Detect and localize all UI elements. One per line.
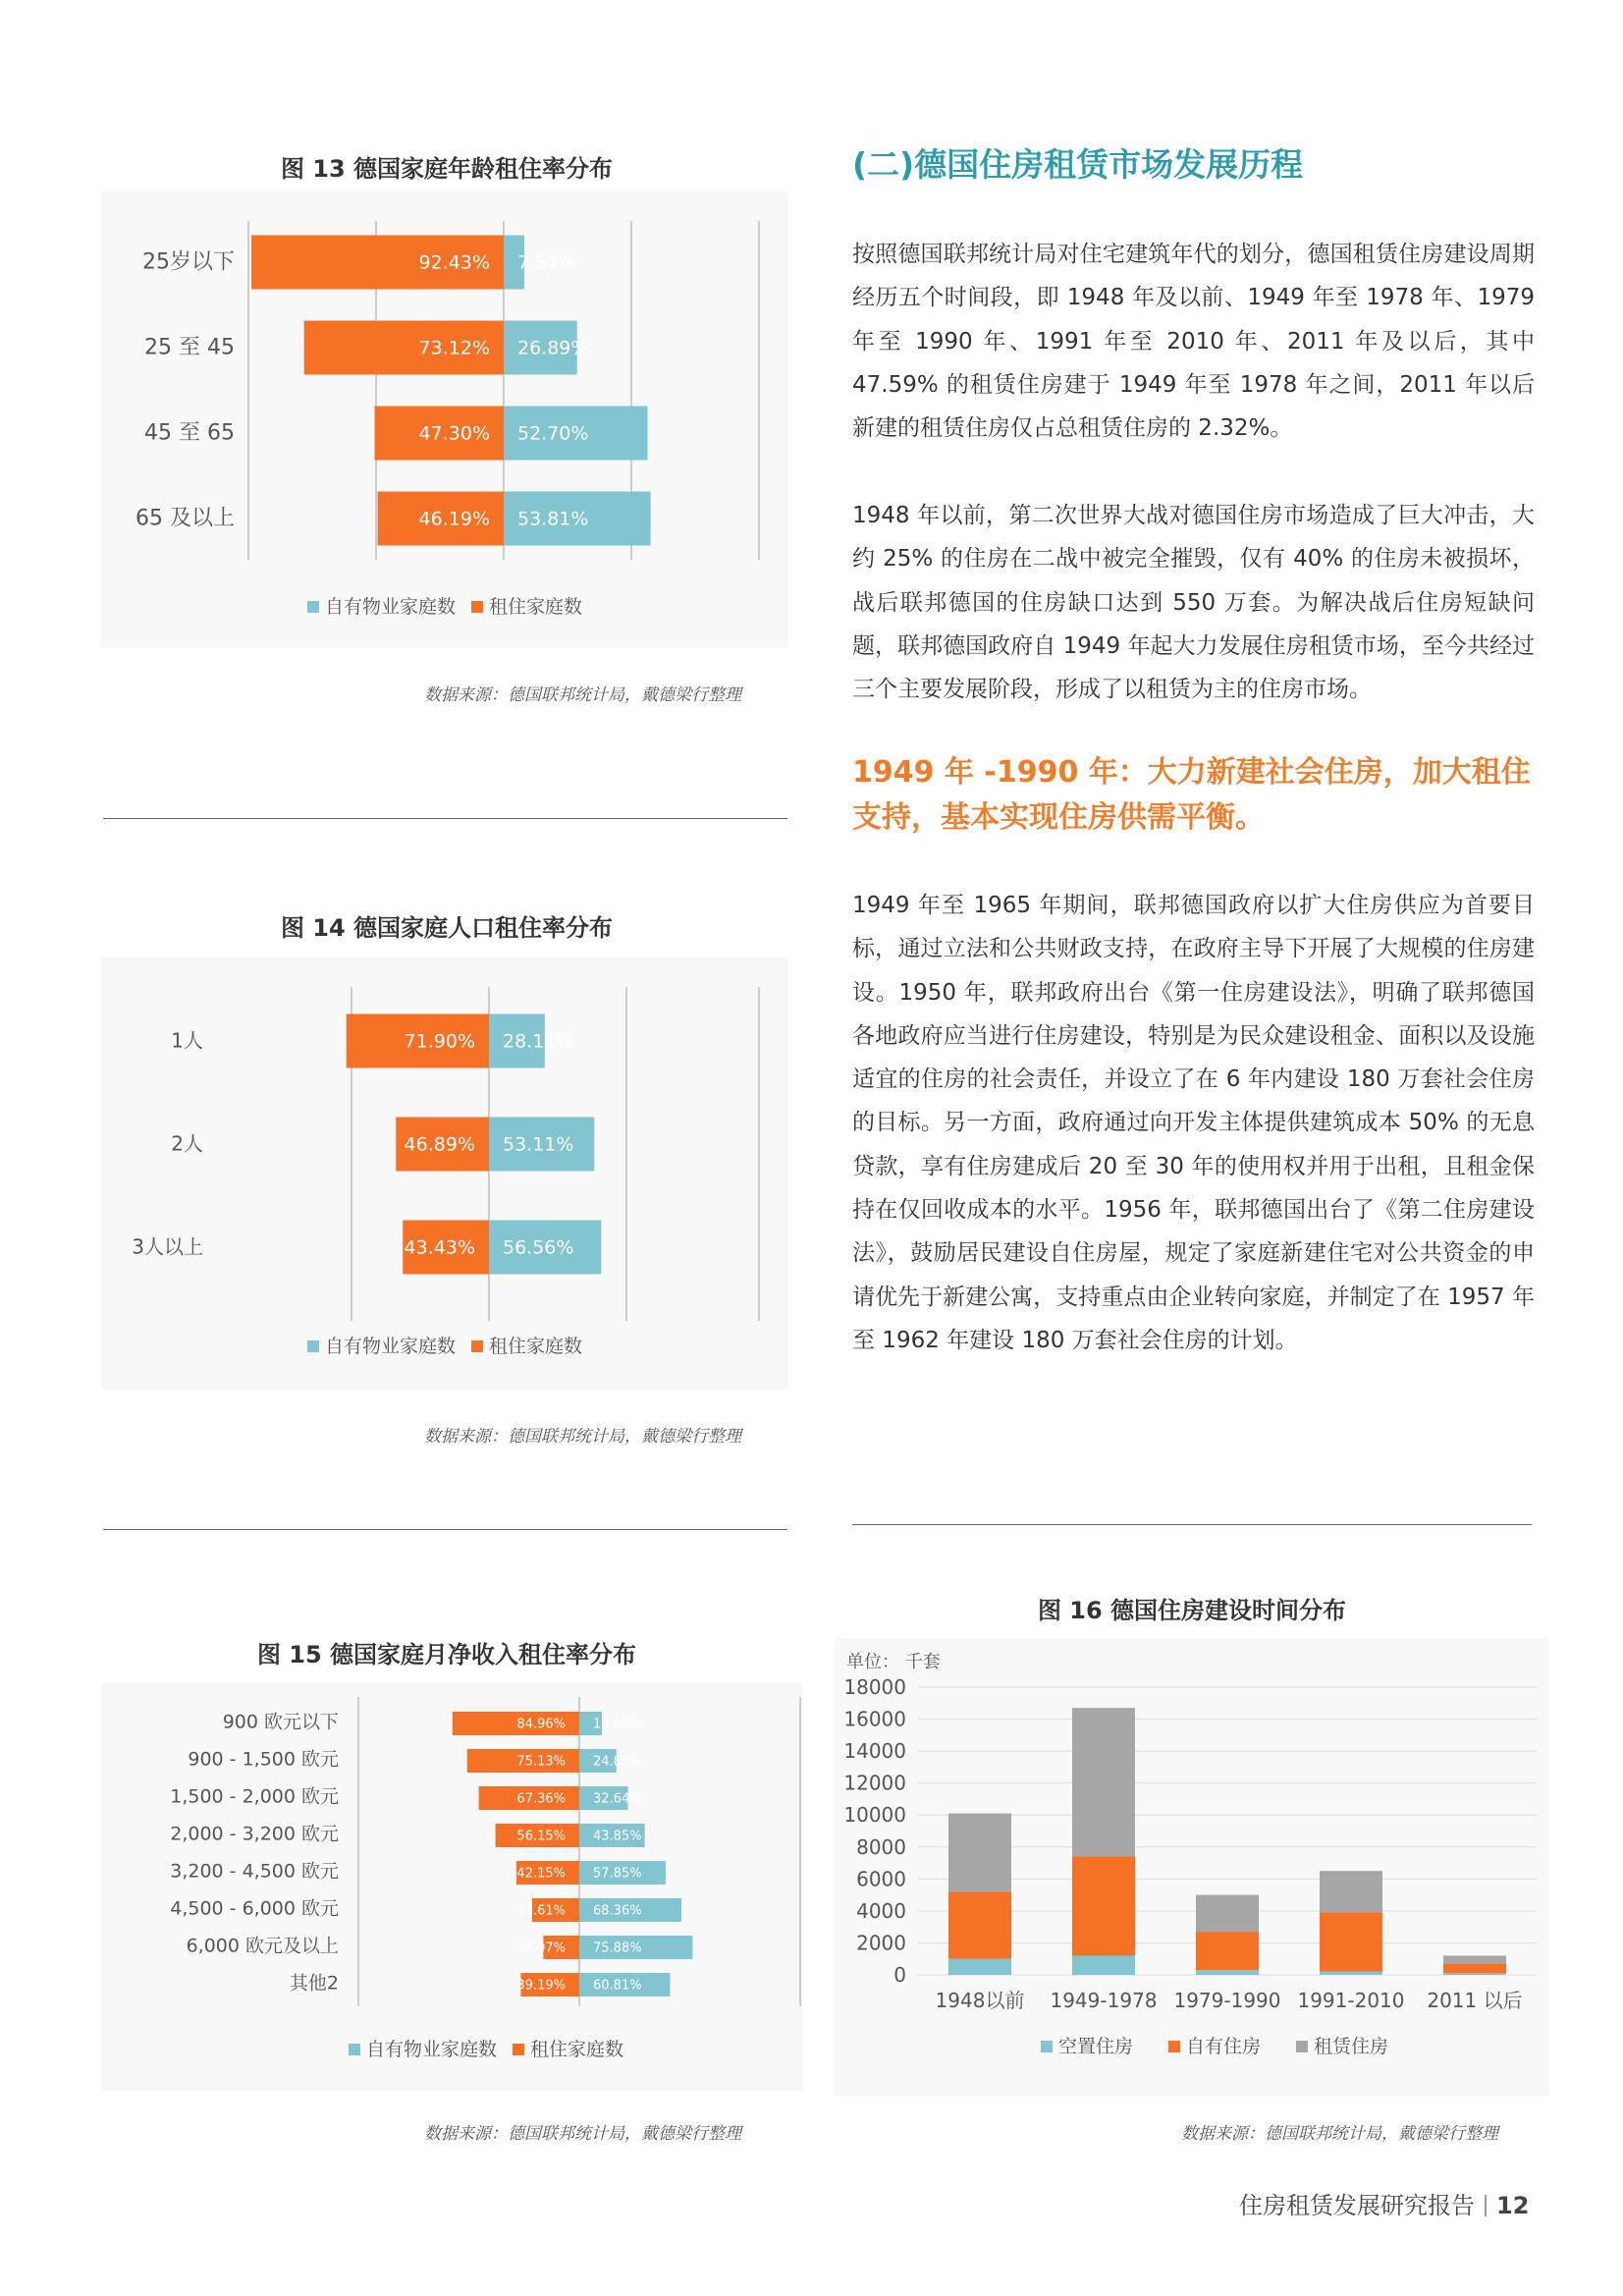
owned-segment: [1196, 1932, 1259, 1970]
owner-value-label: 32.64%: [593, 1791, 642, 1807]
fig14-chart: [101, 957, 788, 1390]
fig15-source: 数据来源：德国联邦统计局，戴德梁行整理: [424, 2124, 741, 2144]
owner-value-label: 24.85%: [593, 1754, 642, 1770]
legend-renter-swatch: [471, 601, 483, 613]
footer-separator: [1485, 2195, 1487, 2216]
vacant-segment: [1196, 1970, 1259, 1975]
legend-owner-label: 自有物业家庭数: [366, 2039, 498, 2060]
divider: [852, 1524, 1532, 1525]
category-label: 1,500 - 2,000 欧元: [170, 1785, 339, 1808]
category-label: 25 至 45: [144, 335, 235, 360]
legend-owner-swatch: [307, 1340, 319, 1352]
fig14-title: 图 14 德国家庭人口租住率分布: [280, 914, 614, 942]
owner-value-label: 53.11%: [503, 1133, 574, 1156]
x-tick-label: 2011 以后: [1427, 1989, 1523, 2012]
renter-value-label: 46.19%: [418, 508, 490, 530]
category-label: 65 及以上: [135, 506, 235, 531]
owner-value-label: 7.57%: [517, 251, 577, 274]
legend-owner-label: 自有物业家庭数: [325, 1336, 457, 1357]
owner-value-label: 15.08%: [593, 1717, 642, 1732]
owner-value-label: 56.56%: [503, 1236, 574, 1259]
category-label: 25岁以下: [142, 249, 235, 275]
owner-value-label: 53.81%: [517, 508, 589, 530]
owner-value-label: 43.85%: [593, 1829, 642, 1844]
owner-value-label: 26.89%: [517, 337, 589, 359]
x-tick-label: 1979-1990: [1173, 1989, 1281, 2012]
fig13-source: 数据来源：德国联邦统计局，戴德梁行整理: [424, 685, 741, 705]
page-number: 12: [1496, 2192, 1530, 2219]
x-tick-label: 1949-1978: [1050, 1989, 1158, 2012]
y-tick-label: 12000: [843, 1771, 906, 1795]
category-label: 其他2: [289, 1972, 339, 1995]
rented-segment: [948, 1814, 1011, 1892]
owned-segment: [1443, 1964, 1506, 1974]
legend-swatch: [1168, 2041, 1180, 2052]
legend-swatch: [1296, 2041, 1308, 2052]
owned-segment: [948, 1891, 1011, 1958]
legend-swatch: [1041, 2041, 1053, 2052]
paragraph-3: 1949 年至 1965 年期间，联邦德国政府以扩大住房供应为首要目标，通过立法和公共财政支持，在政府主导下开展了大规模的住房建设。1950 年，联邦政府出台《第一住房建设法》，明确了联邦德国各地政府应当进行住房建设，特别是为民众建设租金、面积以及设施适宜的住房的社会责任，并设立了在 6 年内建设 180 万套社会住房的目标。另一方面，政府通过向开发主体提供建筑成本 50% 的无息贷款，享有住房建成后 20 至 30 年的使用权并用于出租，且租金保持在仅回收成本的水平。1956 年，联邦德国出台了《第二住房建设法》，鼓励居民建设自住房屋，规定了家庭新建住宅对公共资金的申请优先于新建公寓，支持重点由企业转向家庭，并制定了在 1957 年至 1962 年建设 180 万套社会住房的计划。: [852, 893, 1535, 1353]
renter-value-label: 92.43%: [418, 251, 490, 274]
vacant-segment: [1320, 1972, 1382, 1975]
renter-value-label: 47.30%: [418, 422, 490, 445]
owner-value-label: 28.11%: [503, 1030, 574, 1053]
category-label: 900 欧元以下: [222, 1711, 339, 1733]
owner-value-label: 75.88%: [593, 1941, 642, 1956]
owned-segment: [1320, 1913, 1382, 1972]
renter-value-label: 56.15%: [516, 1829, 566, 1844]
y-tick-label: 10000: [843, 1803, 906, 1828]
renter-value-label: 42.15%: [516, 1866, 566, 1882]
rented-segment: [1443, 1955, 1506, 1963]
rented-segment: [1196, 1895, 1259, 1932]
legend-label: 自有住房: [1186, 2036, 1262, 2057]
fig16-source: 数据来源：德国联邦统计局，戴德梁行整理: [1181, 2124, 1498, 2144]
y-tick-label: 16000: [843, 1707, 906, 1731]
paragraph-2: 1948 年以前，第二次世界大战对德国住房市场造成了巨大冲击，大约 25% 的住房在二战中被完全摧毁，仅有 40% 的住房未被损坏，战后联邦德国的住房缺口达到 550 万套。为解决战后住房短缺问题，联邦德国政府自 1949 年起大力发展住房租赁市场，至今共经过三个主要发展阶段，形成了以租赁为主的住房市场。: [852, 503, 1535, 703]
category-label: 6,000 欧元及以上: [186, 1935, 339, 1957]
page-footer: [1239, 2186, 1529, 2220]
divider: [103, 1529, 787, 1530]
legend-owner-swatch: [349, 2044, 360, 2055]
category-label: 900 - 1,500 欧元: [188, 1748, 339, 1771]
legend-owner-swatch: [307, 601, 319, 613]
renter-value-label: 43.43%: [404, 1236, 475, 1259]
y-tick-label: 18000: [843, 1675, 906, 1699]
x-tick-label: 1948以前: [935, 1989, 1025, 2012]
renter-value-label: 31.61%: [516, 1903, 566, 1919]
fig15-chart: [101, 1682, 803, 2092]
y-tick-label: 0: [893, 1963, 906, 1987]
category-label: 2人: [171, 1131, 203, 1156]
legend-renter-swatch: [471, 1340, 483, 1352]
owner-value-label: 57.85%: [593, 1866, 642, 1882]
y-tick-label: 14000: [843, 1739, 906, 1764]
legend-renter-label: 租住家庭数: [489, 1336, 583, 1357]
fig16-title: 图 16 德国住房建设时间分布: [1037, 1597, 1347, 1624]
renter-value-label: 39.19%: [516, 1978, 566, 1994]
legend-label: 空置住房: [1058, 2036, 1134, 2057]
category-label: 45 至 65: [144, 420, 235, 446]
legend-renter-swatch: [513, 2044, 524, 2055]
category-label: 4,500 - 6,000 欧元: [170, 1897, 339, 1920]
renter-value-label: 24.07%: [516, 1941, 566, 1956]
owner-value-label: 60.81%: [593, 1978, 642, 1994]
footer-report-title: 住房租赁发展研究报告: [1239, 2192, 1475, 2219]
divider: [103, 818, 787, 819]
vacant-segment: [1443, 1973, 1506, 1975]
category-label: 3人以上: [132, 1234, 203, 1259]
unit-label: 单位： 千套: [846, 1652, 941, 1672]
renter-value-label: 67.36%: [516, 1791, 566, 1807]
owner-value-label: 52.70%: [517, 422, 589, 445]
legend-renter-label: 租住家庭数: [489, 596, 583, 618]
renter-value-label: 46.89%: [404, 1133, 475, 1156]
renter-value-label: 75.13%: [516, 1754, 566, 1770]
y-tick-label: 2000: [856, 1931, 906, 1955]
subheading: 1949 年 -1990 年：大力新建社会住房，加大租住支持，基本实现住房供需平衡。: [852, 755, 1531, 835]
y-tick-label: 4000: [856, 1898, 906, 1923]
category-label: 1人: [171, 1028, 203, 1053]
fig13-chart: [101, 191, 788, 648]
renter-value-label: 84.96%: [516, 1717, 566, 1732]
owned-segment: [1072, 1857, 1135, 1956]
category-label: 2,000 - 3,200 欧元: [170, 1823, 339, 1845]
fig16-chart: [835, 1638, 1549, 2097]
renter-value-label: 73.12%: [418, 337, 490, 359]
legend-owner-label: 自有物业家庭数: [325, 596, 457, 618]
legend-renter-label: 租住家庭数: [530, 2039, 624, 2060]
rented-segment: [1320, 1871, 1382, 1912]
fig13-title: 图 13 德国家庭年龄租住率分布: [280, 155, 614, 183]
category-label: 3,200 - 4,500 欧元: [170, 1860, 339, 1883]
y-tick-label: 8000: [856, 1834, 906, 1859]
vacant-segment: [1072, 1955, 1135, 1975]
legend-label: 租赁住房: [1314, 2036, 1389, 2057]
renter-value-label: 71.90%: [404, 1030, 475, 1053]
vacant-segment: [948, 1959, 1011, 1975]
fig15-title: 图 15 德国家庭月净收入租住率分布: [256, 1641, 637, 1668]
paragraph-1: 按照德国联邦统计局对住宅建筑年代的划分，德国租赁住房建设周期经历五个时间段，即 1948 年及以前、1949 年至 1978 年、1979 年至 1990 年、1991 年至 2010 年、2011 年及以后，其中 47.59% 的租赁住房建于 1949 年至 1978 年之间，2011 年以后新建的租赁住房仅占总租赁住房的 2.32%。: [852, 242, 1535, 442]
owner-value-label: 68.36%: [593, 1903, 642, 1919]
rented-segment: [1072, 1708, 1135, 1856]
y-tick-label: 6000: [856, 1867, 906, 1891]
fig14-source: 数据来源：德国联邦统计局，戴德梁行整理: [424, 1427, 741, 1447]
section-title: (二)德国住房租赁市场发展历程: [852, 145, 1304, 184]
x-tick-label: 1991-2010: [1297, 1989, 1405, 2012]
